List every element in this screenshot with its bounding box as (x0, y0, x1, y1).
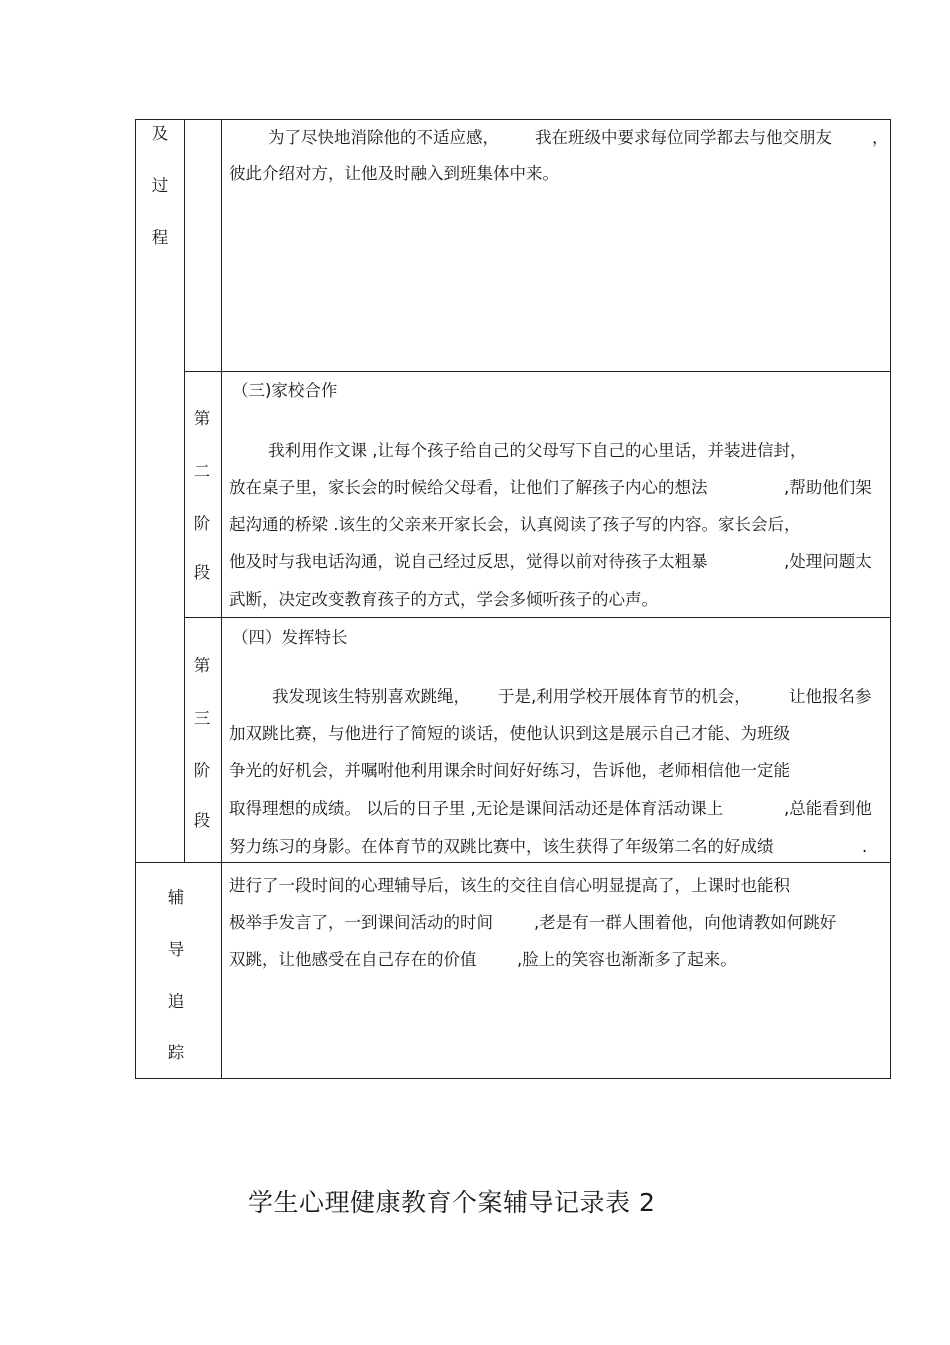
stage3-label-char: 阶 (193, 761, 211, 780)
stage1-line: 彼此介绍对方，让他及时融入到班集体中来。 (229, 164, 559, 183)
stage2-line: 武断，决定改变教育孩子的方式，学会多倾听孩子的心声。 (229, 590, 658, 609)
stage3-label-char: 第 (193, 656, 211, 675)
followup-line: 进行了一段时间的心理辅导后，该生的交往自信心明显提高了，上课时也能积 (229, 876, 790, 895)
stage2-line: 他及时与我电话沟通，说自己经过反思，觉得以前对待孩子太粗暴 (229, 552, 708, 571)
followup-line: 极举手发言了，一到课间活动的时间 (229, 913, 493, 932)
followup-label-char: 辅 (167, 888, 185, 907)
table-top-border (135, 119, 891, 120)
stage-label-column-border (184, 119, 185, 863)
table-bottom-border (135, 1078, 891, 1079)
document-title: 学生心理健康教育个案辅导记录表 2 (248, 1188, 656, 1217)
table-right-border (890, 119, 891, 1079)
stage1-line: 我在班级中要求每位同学都去与他交朋友 (535, 128, 832, 147)
followup-label-char: 踪 (167, 1043, 185, 1062)
followup-top-border (135, 862, 891, 863)
stage3-line: 努力练习的身影。在体育节的双跳比赛中，该生获得了年级第二名的好成绩 (229, 837, 774, 856)
stage2-line: 起沟通的桥梁 .该生的父亲来开家长会，认真阅读了孩子写的内容。家长会后， (229, 515, 801, 534)
followup-line: ,老是有一群人围着他，向他请教如何跳好 (534, 913, 837, 932)
stage3-line: 取得理想的成绩。 以后的日子里 ,无论是课间活动还是体育活动课上 (229, 799, 724, 818)
followup-label-char: 导 (167, 940, 185, 959)
stage3-line: 争光的好机会，并嘱咐他利用课余时间好好练习，告诉他，老师相信他一定能 (229, 761, 790, 780)
stage3-heading: （四）发挥特长 (232, 628, 348, 647)
stage3-line: . (862, 837, 868, 856)
stage3-top-border (184, 617, 891, 618)
stage3-line: 于是,利用学校开展体育节的机会， (498, 687, 751, 706)
followup-line: 双跳，让他感受在自己存在的价值 (229, 950, 477, 969)
stage3-line: ,总能看到他 (784, 799, 872, 818)
stage2-heading: （三)家校合作 (232, 381, 338, 400)
content-column-border (221, 119, 222, 1079)
stage2-label-char: 第 (193, 409, 211, 428)
process-label-char: 及 (151, 124, 169, 143)
stage2-line: ,处理问题太 (784, 552, 872, 571)
table-left-border (135, 119, 136, 1079)
process-label-char: 过 (151, 176, 169, 195)
stage2-top-border (184, 371, 891, 372)
stage2-label-char: 段 (193, 563, 211, 582)
stage2-line: 放在桌子里，家长会的时候给父母看，让他们了解孩子内心的想法 (229, 478, 708, 497)
stage3-label-char: 段 (193, 811, 211, 830)
stage3-line: 加双跳比赛，与他进行了简短的谈话，使他认识到这是展示自己才能、为班级 (229, 724, 790, 743)
stage1-line: ， (872, 128, 889, 147)
stage2-line: ,帮助他们架 (784, 478, 872, 497)
followup-line: ,脸上的笑容也渐渐多了起来。 (517, 950, 737, 969)
stage2-label-char: 阶 (193, 514, 211, 533)
stage2-label-char: 二 (193, 462, 211, 481)
stage3-line: 让他报名参 (789, 687, 872, 706)
process-label-char: 程 (151, 228, 169, 247)
stage3-line: 我发现该生特别喜欢跳绳， (272, 687, 470, 706)
stage1-line: 为了尽快地消除他的不适应感， (268, 128, 499, 147)
stage2-line: 我利用作文课 ,让每个孩子给自己的父母写下自己的心里话，并装进信封， (268, 441, 807, 460)
stage3-label-char: 三 (193, 709, 211, 728)
followup-label-char: 追 (167, 992, 185, 1011)
